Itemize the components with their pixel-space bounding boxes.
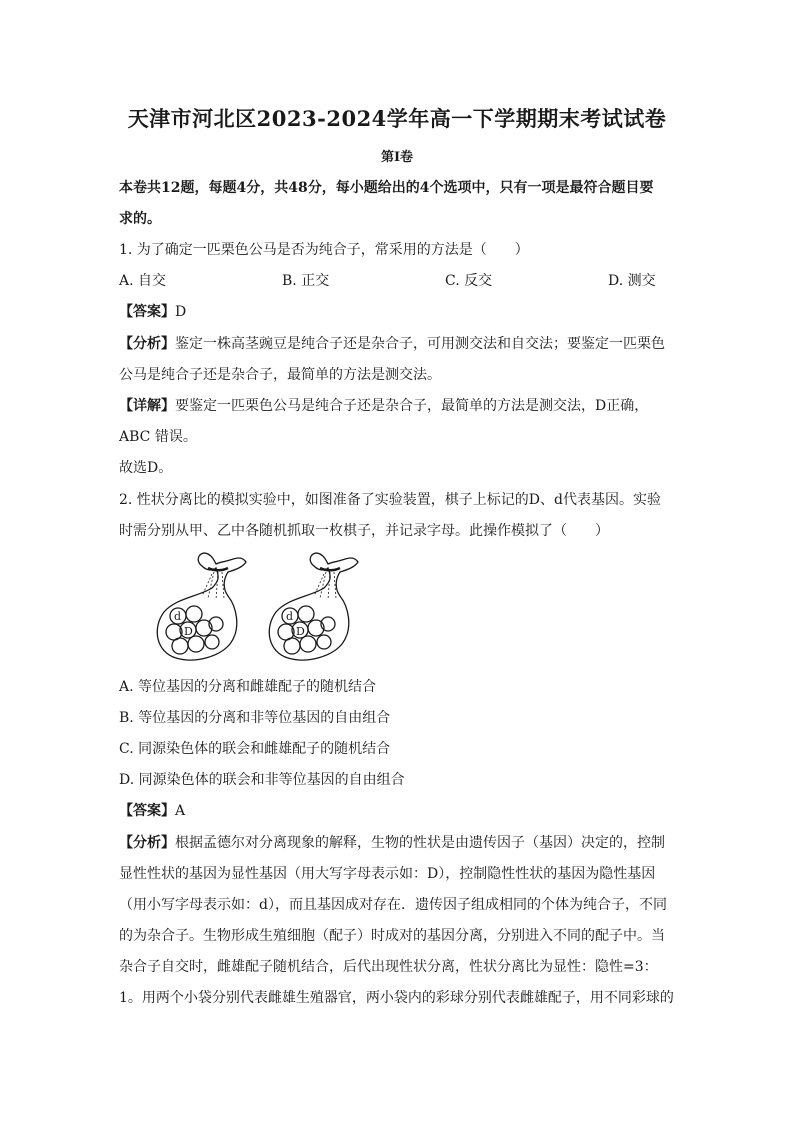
q1-detail-line-1 bbox=[119, 395, 648, 415]
bag-figure bbox=[150, 548, 370, 668]
answer-value: D bbox=[175, 304, 187, 320]
q2-analysis-line-4: 的为杂合子。生物形成生殖细胞（配子）时成对的基因分离，分别进入不同的配子中。当 bbox=[119, 928, 665, 944]
q2-stem-line-2: 时需分别从甲、乙中各随机抓取一枚棋子，并记录字母。此操作模拟了（ ） bbox=[119, 523, 609, 539]
q1-conclusion: 故选D。 bbox=[119, 460, 173, 476]
answer-tag: 【答案】 bbox=[119, 304, 175, 320]
q1-option-d: D. 测交 bbox=[608, 273, 656, 289]
bag-right-label-2: D bbox=[296, 625, 305, 638]
q2-analysis-line-1 bbox=[119, 832, 665, 852]
q2-analysis-line-5: 杂合子自交时，雌雄配子随机结合，后代出现性状分离，性状分离比为显性：隐性=3： bbox=[119, 959, 658, 975]
q1-answer bbox=[119, 301, 186, 321]
q2-option-a: A. 等位基因的分离和雌雄配子的随机结合 bbox=[119, 679, 377, 695]
detail-tag: 【详解】 bbox=[119, 398, 175, 414]
instructions-line-2: 求的。 bbox=[119, 211, 161, 227]
q1-detail-line-2: ABC 错误。 bbox=[119, 429, 197, 445]
q2-analysis-line-2: 显性性状的基因为显性基因（用大写字母表示如：D），控制隐性性状的基因为隐性基因 bbox=[119, 866, 656, 882]
bag-right bbox=[269, 553, 358, 660]
q1-option-a: A. 自交 bbox=[119, 273, 167, 289]
q1-option-c: C. 反交 bbox=[445, 273, 493, 289]
analysis-tag: 【分析】 bbox=[119, 835, 175, 851]
detail-text: 要鉴定一匹栗色公马是纯合子还是杂合子，最简单的方法是测交法，D正确， bbox=[175, 398, 649, 414]
analysis-tag: 【分析】 bbox=[119, 336, 175, 352]
answer-tag: 【答案】 bbox=[119, 803, 175, 819]
part-heading: 第I卷 bbox=[380, 150, 414, 165]
instructions-line-1: 本卷共12题，每题4分，共48分，每小题给出的4个选项中，只有一项是最符合题目要 bbox=[119, 180, 654, 196]
bag-left-label-1: d bbox=[174, 610, 182, 623]
q2-analysis-line-6: 1。用两个小袋分别代表雌雄生殖器官，两小袋内的彩球分别代表雌雄配子，用不同彩球的 bbox=[119, 990, 674, 1006]
q1-option-b: B. 正交 bbox=[282, 273, 330, 289]
analysis-text: 根据孟德尔对分离现象的解释，生物的性状是由遗传因子（基因）决定的，控制 bbox=[175, 835, 665, 851]
page-title: 天津市河北区2023-2024学年高一下学期期末考试试卷 bbox=[127, 106, 667, 131]
q2-stem-line-1: 2. 性状分离比的模拟实验中，如图准备了实验装置，棋子上标记的D、d代表基因。实验 bbox=[119, 492, 661, 508]
q2-option-b: B. 等位基因的分离和非等位基因的自由组合 bbox=[119, 710, 391, 726]
q1-stem: 1. 为了确定一匹栗色公马是否为纯合子，常采用的方法是（ ） bbox=[119, 242, 529, 258]
bag-left-label-2: D bbox=[184, 625, 193, 638]
bag-right-label-1: d bbox=[286, 610, 294, 623]
q1-analysis-line-1 bbox=[119, 333, 665, 353]
q2-answer bbox=[119, 800, 185, 820]
answer-value: A bbox=[175, 803, 186, 819]
q2-option-c: C. 同源染色体的联会和雌雄配子的随机结合 bbox=[119, 741, 391, 757]
q1-analysis-line-2: 公马是纯合子还是杂合子，最简单的方法是测交法。 bbox=[119, 367, 441, 383]
q2-analysis-line-3: （用小写字母表示如：d），而且基因成对存在．遗传因子组成相同的个体为纯合子，不同 bbox=[119, 897, 667, 913]
q2-option-d: D. 同源染色体的联会和非等位基因的自由组合 bbox=[119, 772, 405, 788]
bag-left bbox=[157, 553, 246, 660]
analysis-text: 鉴定一株高茎豌豆是纯合子还是杂合子，可用测交法和自交法；要鉴定一匹栗色 bbox=[175, 336, 665, 352]
